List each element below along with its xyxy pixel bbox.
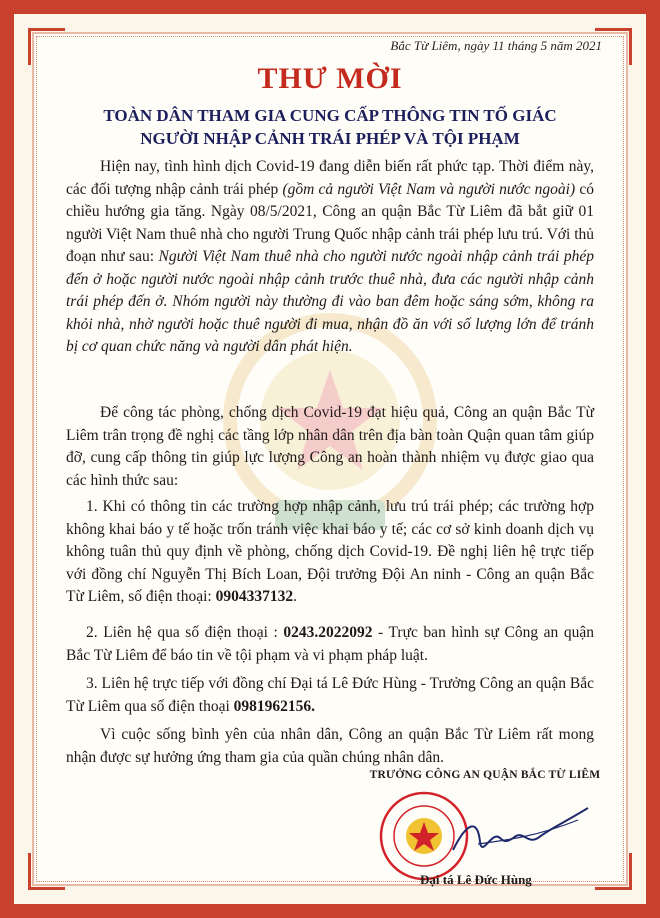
paragraph-situation bbox=[66, 156, 594, 359]
date-line: Bắc Từ Liêm, ngày 11 tháng 5 năm 2021 bbox=[390, 38, 602, 53]
list-item-text: 2. Liên hệ qua số điện thoại : bbox=[86, 624, 284, 641]
subtitle-line: NGƯỜI NHẬP CẢNH TRÁI PHÉP VÀ TỘI PHẠM bbox=[140, 129, 520, 148]
phone-number: 0243.2022092 bbox=[283, 624, 373, 641]
signature-title: TRƯỞNG CÔNG AN QUẬN BẮC TỪ LIÊM bbox=[369, 769, 601, 781]
subtitle bbox=[40, 104, 620, 150]
list-item-2 bbox=[66, 622, 594, 667]
paragraph-italic-text: (gồm cả người Việt Nam và người nước ngoài) bbox=[282, 180, 576, 198]
list-item-text: 3. Liên hệ trực tiếp với đồng chí Đại tá Lê Đức Hùng - Trưởng Công an quận Bắc Từ Liêm qua số điện thoại bbox=[66, 675, 594, 715]
handwritten-signature-icon bbox=[448, 800, 598, 870]
subtitle-line: TOÀN DÂN THAM GIA CUNG CẤP THÔNG TIN TỐ GIÁC bbox=[103, 106, 557, 125]
list-item-text: . bbox=[293, 588, 297, 605]
paragraph-text: Hiện nay, tình hình dịch Covid-19 đang diễn biến rất phức tạp. Thời điểm này, các đối tượng nhập cảnh trái phép bbox=[66, 158, 594, 198]
paragraph-request: Để công tác phòng, chống dịch Covid-19 đạt hiệu quả, Công an quận Bắc Từ Liêm trân trọng đề nghị các tầng lớp nhân dân trên địa bàn toàn Quận quan tâm giúp đỡ, cung cấp thông tin giúp lực lượng Công an hoàn thành nhiệm vụ được giao qua các hình thức sau: bbox=[66, 404, 594, 489]
list-item-1 bbox=[66, 496, 594, 609]
paragraph-italic-text: Người Việt Nam thuê nhà cho người nước ngoài nhập cảnh trái phép đến ở hoặc người nước ngoài nhập cảnh trước thuê nhà, đưa các người nhập cảnh trái phép đến ở. Nhóm người này thường đi vào ban đêm hoặc sáng sớm, không ra khỏi nhà, nhờ người hoặc thuê người đi mua, nhận đồ ăn với số lượng lớn để tránh bị cơ quan chức năng và người dân phát hiện. bbox=[66, 248, 594, 355]
list-item-text: - Trực ban hình sự Công an quận Bắc Từ Liêm để báo tin về tội phạm và vi phạm pháp luật. bbox=[66, 624, 594, 664]
list-item-3 bbox=[66, 673, 594, 718]
phone-number: 0904337132 bbox=[215, 588, 294, 605]
list-item-text: 1. Khi có thông tin các trường hợp nhập cảnh, lưu trú trái phép; các trường hợp không khai báo y tế hoặc trốn tránh việc khai báo y tế; các cơ sở kinh doanh dịch vụ không tuân thủ quy định về phòng, chống dịch Covid-19. Đề nghị liên hệ trực tiếp với đồng chí Nguyễn Thị Bích Loan, Đội trưởng Đội An ninh - Công an quận Bắc Từ Liêm, số điện thoại: bbox=[66, 498, 594, 605]
closing-paragraph: Vì cuộc sống bình yên của nhân dân, Công an quận Bắc Từ Liêm rất mong nhận được sự hưởng ứng tham gia của quần chúng nhân dân. bbox=[66, 726, 594, 766]
paragraph-text: có chiều hướng gia tăng. Ngày 08/5/2021, Công an quận Bắc Từ Liêm đã bắt giữ 01 người Việt Nam thuê nhà cho người Trung Quốc nhập cảnh trái phép lưu trú. Với thủ đoạn như sau: bbox=[66, 180, 594, 265]
page-title: THƯ MỜI bbox=[257, 62, 403, 95]
phone-number: 0981962156. bbox=[233, 697, 316, 715]
signer-name: Đại tá Lê Đức Hùng bbox=[420, 872, 532, 887]
